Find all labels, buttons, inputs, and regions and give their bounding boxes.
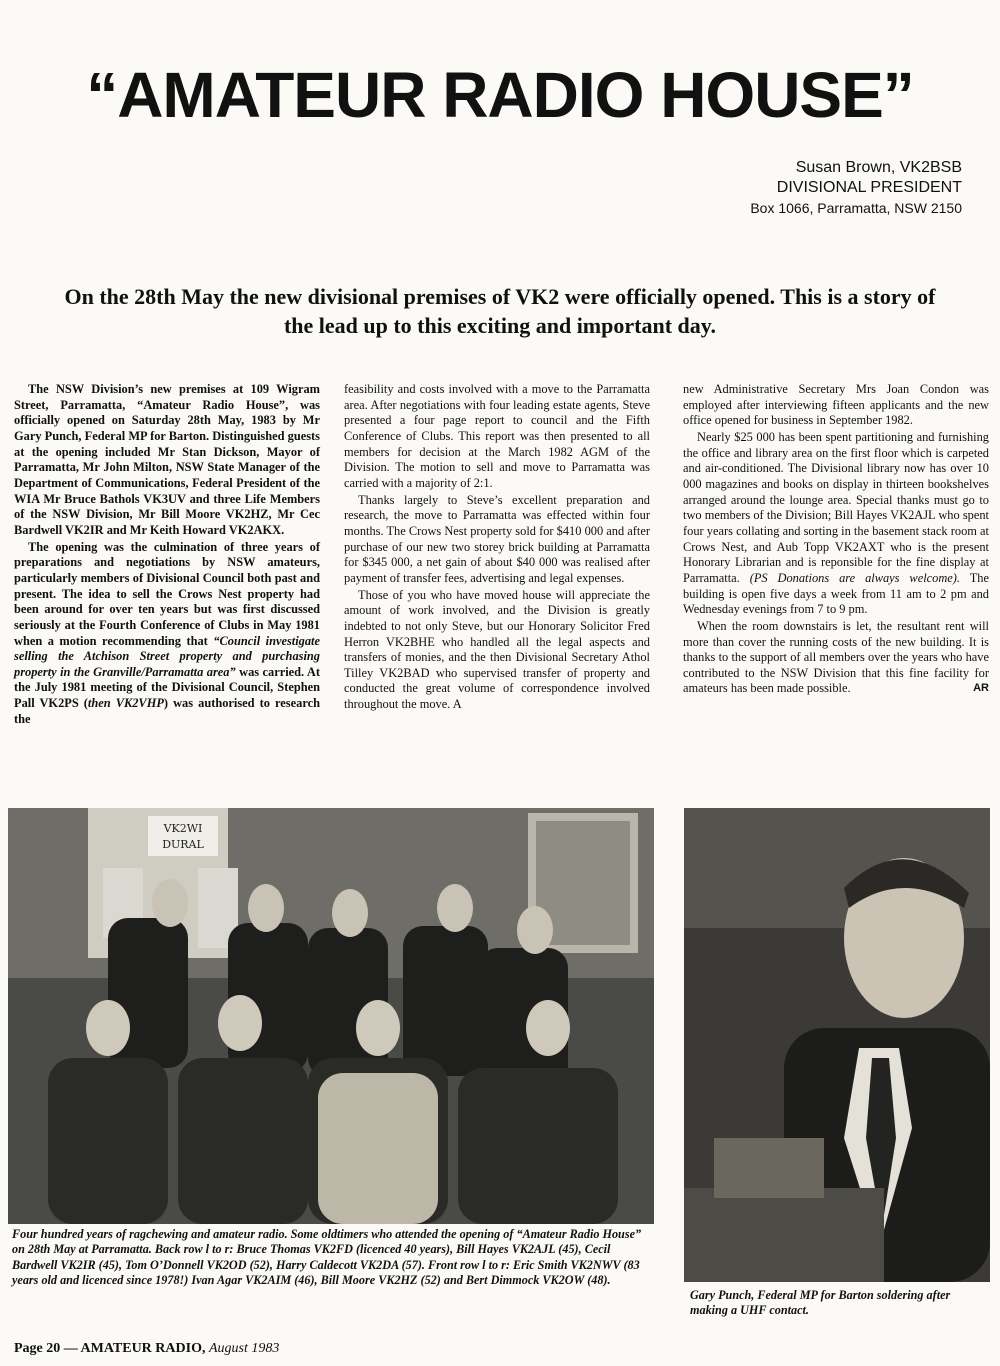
footer-date: August 1983	[208, 1341, 280, 1356]
paragraph: The opening was the culmination of three years of preparations and negotiations by NSW amateurs, particularly members of Divisional Council both past and present. The idea to sell the Crows Nest property had been around for over ten years but was first discussed seriously at the Fourth Conference of Clubs in May 1981 when a motion recommending that “Council investigate selling the Atchison Street property and purchasing property in the Granville/Parramatta area” was carried. At the July 1981 meeting of the Divisional Council, Stephen Pall VK2PS (then VK2VHP) was authorised to research the	[14, 539, 320, 726]
group-photo	[8, 808, 654, 1224]
paragraph: feasibility and costs involved with a move to the Parramatta area. After negotiations with four leading estate agents, Steve presented a four page report to council and the Fifth Conference of Clubs. This report was then presented to all members for decision at the March 1982 AGM of the Division. The motion to sell and move to Parramatta was carried with a majority of 2:1.	[344, 382, 650, 490]
paragraph: Those of you who have moved house will appreciate the amount of work involved, and the Division is greatly indebted to not only Steve, but our Honorary Solicitor Fred Herron VK2BHE who handled all the legal aspects and transfers of monies, and the then Divisional Secretary Athol Tilley VK2BAD who supervised transfer of property and conducted the great volume of correspondence involved throughout the move. A	[344, 587, 650, 712]
author-address: Box 1066, Parramatta, NSW 2150	[750, 200, 962, 216]
paragraph: Nearly $25 000 has been spent partitioning and furnishing the office and library area on the first floor which is carpeted and air-conditioned. The Divisional library now has over 10 000 magazines and books on display in thirteen bookshelves arranged around the lounge area. Special thanks must go to two members of the Division; Bill Hayes VK2AJL who spent four years collating and sorting in the basement stack room at Crows Nest, and Aub Topp VK2AXT who is the present Honorary Librarian and is reponsible for the fine display at Parramatta. (PS Donations are always welcome). The building is open five days a week from 11 am to 2 pm and Wednesday evenings from 7 to 9 pm.	[683, 429, 989, 617]
quoted-motion: “Council investigate selling the Atchison Street property and purchasing property in the Granville/Parramatta area”	[14, 633, 320, 679]
ps-note: (PS Donations are always welcome).	[749, 570, 961, 585]
lead-paragraph: On the 28th May the new divisional premises of VK2 were officially opened. This is a story of the lead up to this exciting and important day.	[64, 284, 936, 338]
footer-page-label: Page 20 — AMATEUR RADIO,	[14, 1341, 206, 1356]
gary-punch-photo	[684, 808, 990, 1282]
paragraph: The NSW Division’s new premises at 109 Wigram Street, Parramatta, “Amateur Radio House”, was officially opened on Saturday 28th May, 1983 by Mr Gary Punch, Federal MP for Barton. Distinguished guests at the opening included Mr Stan Dickson, Mayor of Parramatta, Mr John Milton, NSW State Manager of the Department of Communications, Federal President of the WIA Mr Bruce Bathols VK3UV and three Life Members of the NSW Division, Mr Bill Moore VK2HZ, Mr Cec Bardwell VK2IR and Mr Keith Howard VK2AKX.	[14, 382, 320, 537]
article-column-2	[344, 382, 650, 713]
author-name: Susan Brown, VK2BSB	[795, 159, 962, 176]
byline	[750, 158, 962, 218]
group-photo-image	[8, 808, 654, 1224]
gary-punch-photo-caption: Gary Punch, Federal MP for Barton soldering after making a UHF contact.	[690, 1288, 951, 1318]
paragraph: When the room downstairs is let, the resultant rent will more than cover the running costs of the new building. It is thanks to the support of all members over the years who have contributed to the NSW Division that this fine facility for amateurs has been made possible. AR	[683, 618, 989, 696]
article-title: “AMATEUR RADIO HOUSE”	[86, 59, 914, 131]
end-mark: AR	[973, 682, 989, 695]
paragraph: new Administrative Secretary Mrs Joan Condon was employed after interviewing fifteen applicants and the new office opened for business in September 1982.	[683, 382, 989, 428]
group-photo-caption: Four hundred years of ragchewing and amateur radio. Some oldtimers who attended the opening of “Amateur Radio House” on 28th May at Parramatta. Back row l to r: Bruce Thomas VK2FD (licenced 40 years), Bill Hayes VK2AJL (45), Cecil Bardwell VK2IR (45), Tom O’Donnell VK2OD (52), Harry Caldecott VK2DA (57). Front row l to r: Eric Smith VK2NWV (83 years old and licenced since 1978!) Ivan Agar VK2AIM (46), Bill Moore VK2HZ (52) and Bert Dimmock VK2OW (48).	[12, 1227, 642, 1287]
sign-text-line-2: DURAL	[162, 838, 204, 851]
paragraph: Thanks largely to Steve’s excellent preparation and research, the move to Parramatta was effected within four months. The Crows Nest property sold for $410 000 and after purchase of our new two storey brick building at Parramatta for $345 000, a net gain of about $40 000 was realised after payment of transfer fees, advertising and legal expenses.	[344, 492, 650, 585]
previous-callsign: then VK2VHP	[87, 696, 164, 711]
author-role: DIVISIONAL PRESIDENT	[776, 179, 962, 196]
sign-text-line-1: VK2WI	[163, 822, 203, 835]
article-column-1	[14, 382, 320, 727]
radio-equipment	[714, 1138, 824, 1198]
gary-punch-photo-image	[684, 808, 990, 1282]
page-footer	[14, 1341, 279, 1357]
article-column-3	[683, 382, 989, 697]
